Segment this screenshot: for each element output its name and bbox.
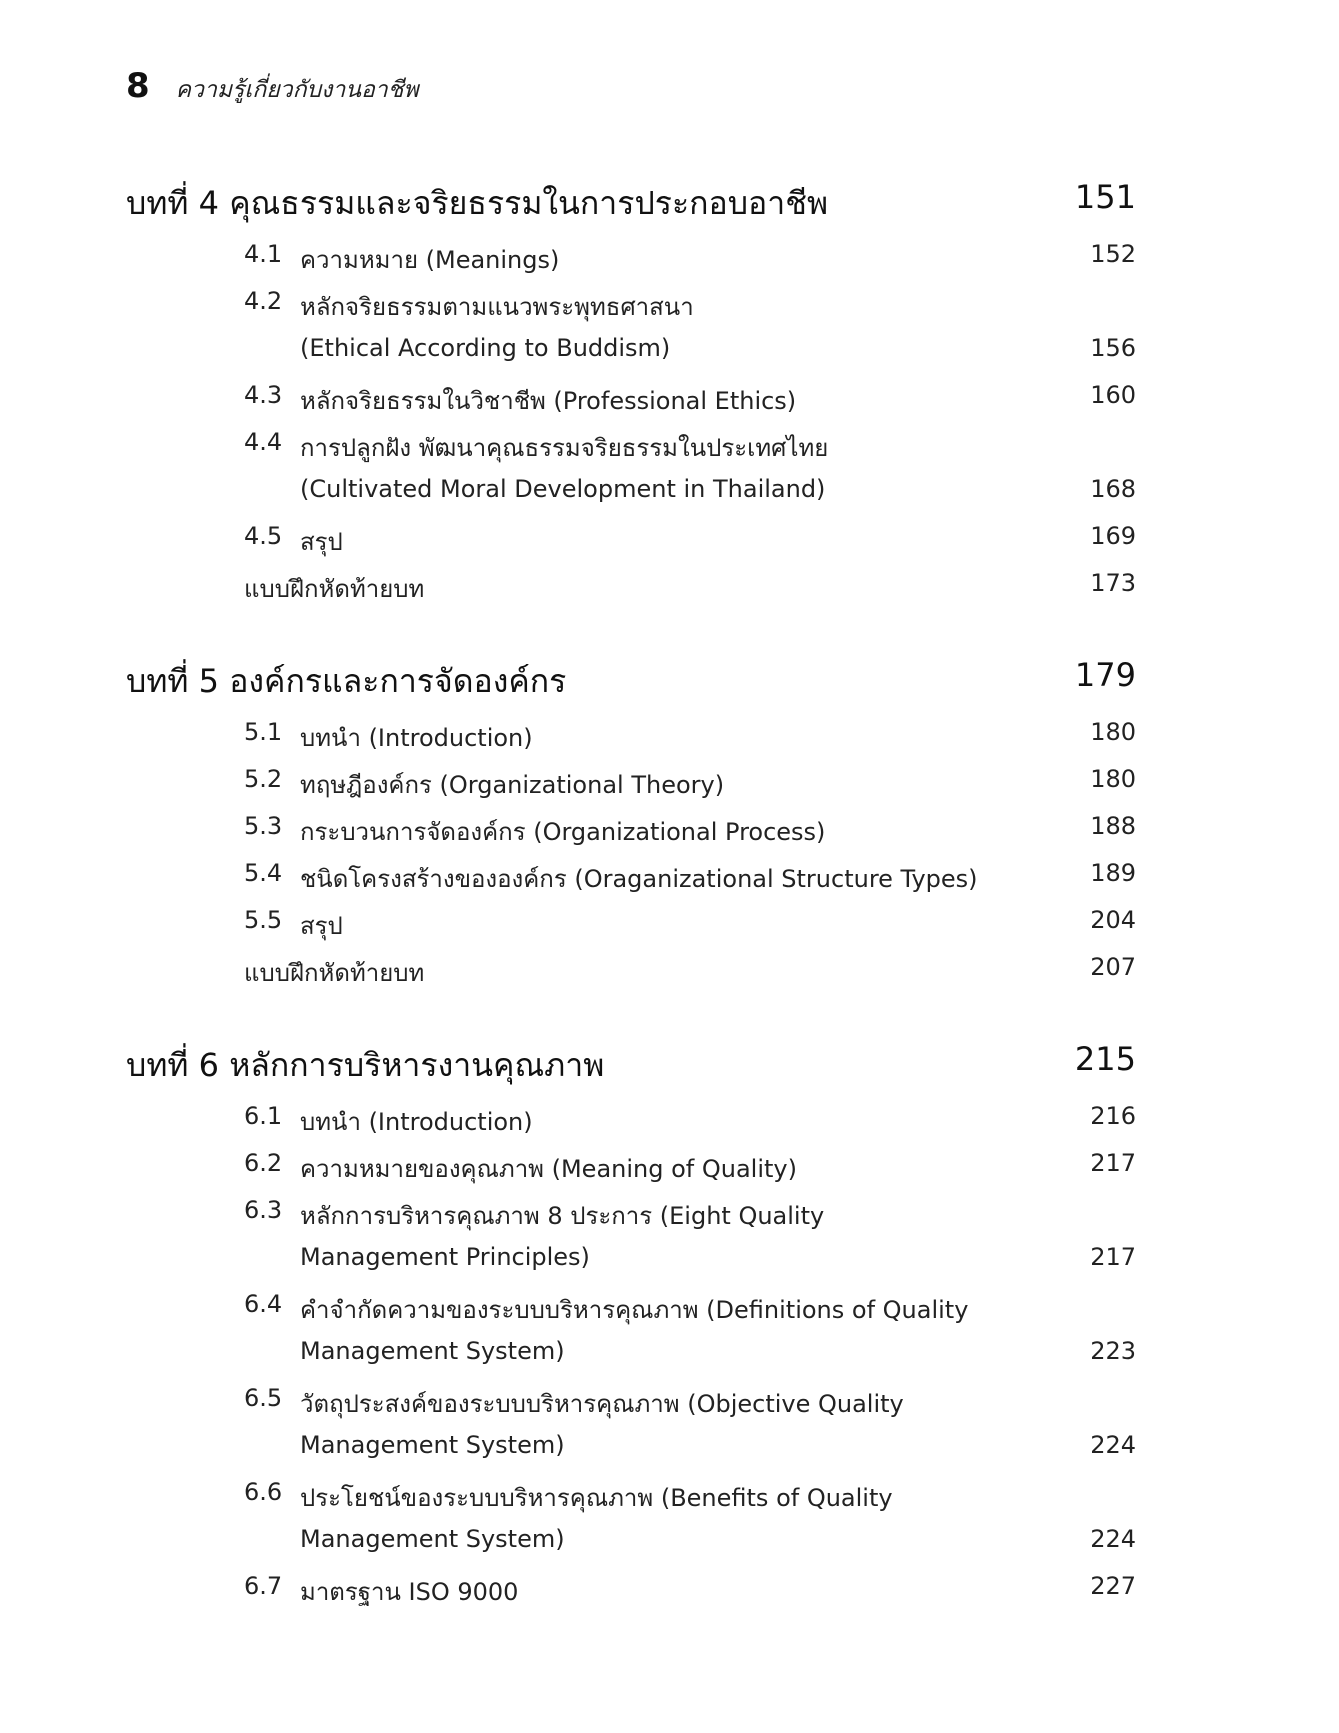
section-title: Management System): [300, 1431, 565, 1459]
section-title: บทนำ (Introduction): [300, 1108, 533, 1136]
toc-entry-line: [0, 1282, 1339, 1329]
section-page-number: 217: [1090, 1243, 1136, 1271]
section-title: ทฤษฎีองค์กร (Organizational Theory): [300, 771, 725, 799]
section-title: วัตถุประสงค์ของระบบบริหารคุณภาพ (Objective Quality: [300, 1390, 904, 1418]
section-number: 6.4: [244, 1290, 283, 1318]
section-title: Management System): [300, 1525, 565, 1553]
toc-entry-line: [0, 373, 1339, 420]
toc-entry-line: [0, 804, 1339, 851]
section-title: แบบฝึกหัดท้ายบท: [244, 959, 425, 987]
section-number: 5.5: [244, 906, 283, 934]
section-title: Management System): [300, 1337, 565, 1365]
section-page-number: 224: [1090, 1431, 1136, 1459]
section-title: บทนำ (Introduction): [300, 724, 533, 752]
chapter-page-number: 179: [1074, 656, 1136, 694]
section-page-number: 188: [1090, 812, 1136, 840]
section-page-number: 180: [1090, 765, 1136, 793]
chapter-heading: [0, 650, 1339, 710]
section-title: กระบวนการจัดองค์กร (Organizational Process): [300, 818, 826, 846]
section-page-number: 168: [1090, 475, 1136, 503]
section-page-number: 224: [1090, 1525, 1136, 1553]
toc-entry-line: [0, 1141, 1339, 1188]
book-title: ความรู้เกี่ยวกับงานอาชีพ: [175, 77, 419, 103]
toc-entry-line: [0, 326, 1339, 373]
toc-entry-line: [0, 1188, 1339, 1235]
toc-entry-line: [0, 1564, 1339, 1611]
section-title: หลักจริยธรรมในวิชาชีพ (Professional Ethics): [300, 387, 797, 415]
section-number: 6.6: [244, 1478, 283, 1506]
toc-entry-line: [0, 561, 1339, 608]
section-page-number: 180: [1090, 718, 1136, 746]
section-title: ความหมายของคุณภาพ (Meaning of Quality): [300, 1155, 797, 1183]
section-number: 6.2: [244, 1149, 283, 1177]
toc-entry-line: [0, 1094, 1339, 1141]
chapter-title: บทที่ 6 หลักการบริหารงานคุณภาพ: [126, 1046, 605, 1084]
toc-entry-line: [0, 898, 1339, 945]
toc-entry-line: [0, 420, 1339, 467]
section-number: 5.3: [244, 812, 283, 840]
section-number: 5.1: [244, 718, 283, 746]
toc-entry-line: [0, 1517, 1339, 1564]
running-head: [126, 66, 418, 116]
section-title: Management Principles): [300, 1243, 590, 1271]
section-title: (Ethical According to Buddism): [300, 334, 671, 362]
chapter-heading: [0, 172, 1339, 232]
section-page-number: 169: [1090, 522, 1136, 550]
toc-entry-line: [0, 467, 1339, 514]
section-page-number: 223: [1090, 1337, 1136, 1365]
section-title: มาตรฐาน ISO 9000: [300, 1578, 519, 1606]
section-title: แบบฝึกหัดท้ายบท: [244, 575, 425, 603]
chapter-page-number: 215: [1074, 1040, 1136, 1078]
toc-entry-line: [0, 514, 1339, 561]
table-of-contents: [0, 172, 1339, 1611]
section-title: หลักการบริหารคุณภาพ 8 ประการ (Eight Quality: [300, 1202, 825, 1230]
section-number: 6.5: [244, 1384, 283, 1412]
section-title: การปลูกฝัง พัฒนาคุณธรรมจริยธรรมในประเทศไทย: [300, 434, 829, 462]
section-page-number: 217: [1090, 1149, 1136, 1177]
toc-entry-line: [0, 945, 1339, 992]
section-number: 4.2: [244, 287, 283, 315]
section-title: หลักจริยธรรมตามแนวพระพุทธศาสนา: [300, 293, 694, 321]
chapter-title: บทที่ 4 คุณธรรมและจริยธรรมในการประกอบอาชีพ: [126, 184, 829, 222]
page-number: 8: [126, 66, 150, 106]
section-number: 4.5: [244, 522, 283, 550]
section-page-number: 160: [1090, 381, 1136, 409]
section-page-number: 216: [1090, 1102, 1136, 1130]
chapter-heading: [0, 1034, 1339, 1094]
toc-entry-line: [0, 710, 1339, 757]
section-number: 4.4: [244, 428, 283, 456]
toc-entry-line: [0, 1470, 1339, 1517]
toc-entry-line: [0, 279, 1339, 326]
section-title: ประโยชน์ของระบบบริหารคุณภาพ (Benefits of Quality: [300, 1484, 893, 1512]
section-number: 5.2: [244, 765, 283, 793]
section-title: ชนิดโครงสร้างขององค์กร (Oraganizational Structure Types): [300, 865, 978, 893]
toc-entry-line: [0, 851, 1339, 898]
chapter-title: บทที่ 5 องค์กรและการจัดองค์กร: [126, 662, 567, 700]
chapter-page-number: 151: [1074, 178, 1136, 216]
toc-entry-line: [0, 1423, 1339, 1470]
section-number: 6.7: [244, 1572, 283, 1600]
section-page-number: 227: [1090, 1572, 1136, 1600]
section-page-number: 152: [1090, 240, 1136, 268]
toc-entry-line: [0, 1329, 1339, 1376]
toc-entry-line: [0, 1376, 1339, 1423]
section-page-number: 156: [1090, 334, 1136, 362]
toc-entry-line: [0, 1235, 1339, 1282]
toc-entry-line: [0, 232, 1339, 279]
section-number: 6.1: [244, 1102, 283, 1130]
section-title: (Cultivated Moral Development in Thailand): [300, 475, 826, 503]
section-title: คำจำกัดความของระบบบริหารคุณภาพ (Definitions of Quality: [300, 1296, 969, 1324]
section-title: ความหมาย (Meanings): [300, 246, 560, 274]
section-page-number: 204: [1090, 906, 1136, 934]
section-title: สรุป: [300, 912, 343, 940]
section-page-number: 173: [1090, 569, 1136, 597]
section-number: 6.3: [244, 1196, 283, 1224]
toc-entry-line: [0, 757, 1339, 804]
section-page-number: 207: [1090, 953, 1136, 981]
section-number: 4.1: [244, 240, 283, 268]
section-page-number: 189: [1090, 859, 1136, 887]
section-number: 5.4: [244, 859, 283, 887]
section-number: 4.3: [244, 381, 283, 409]
section-title: สรุป: [300, 528, 343, 556]
